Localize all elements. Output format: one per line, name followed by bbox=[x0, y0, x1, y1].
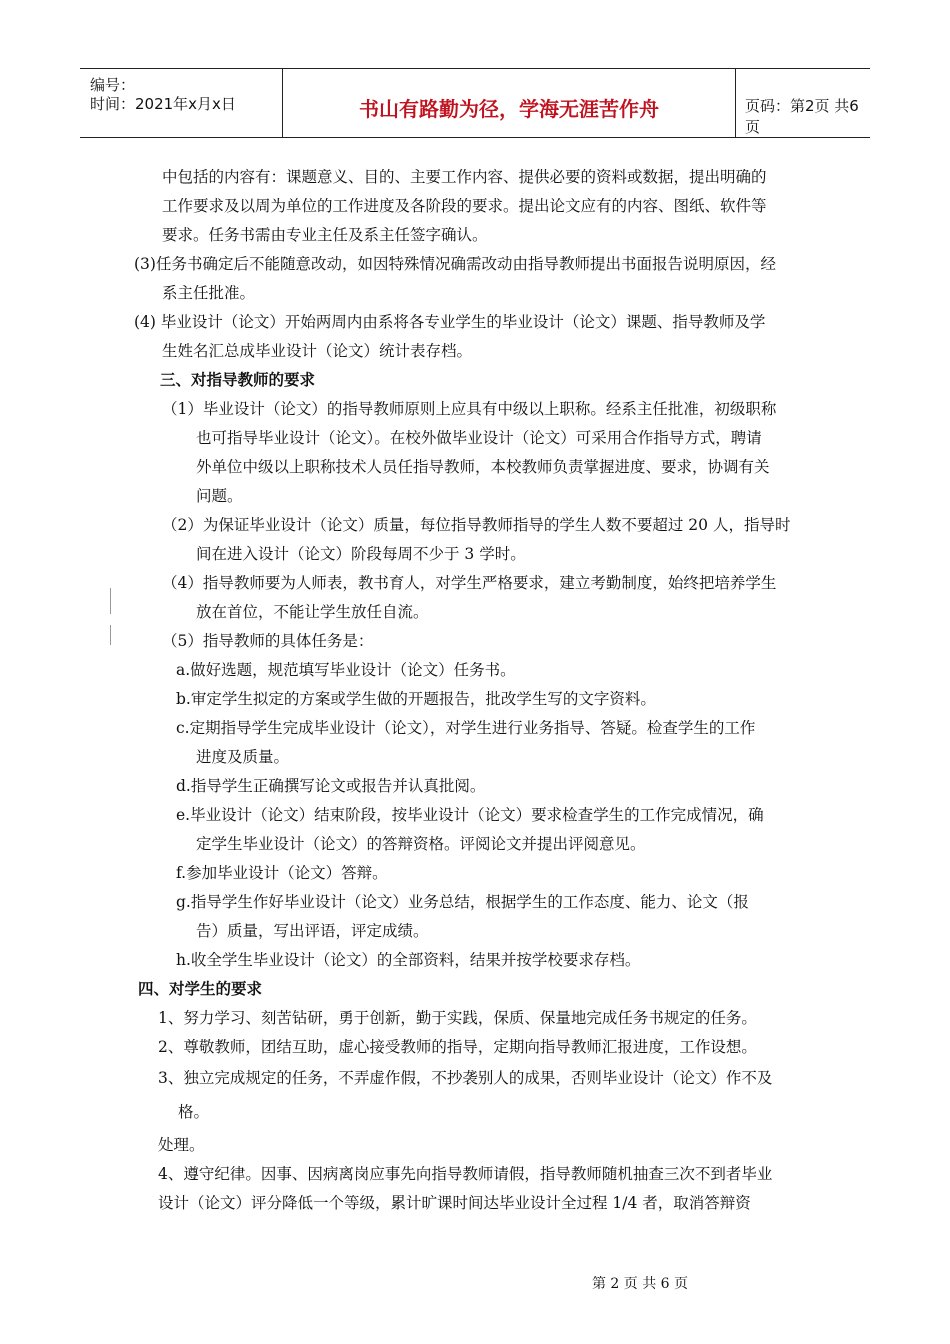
section-heading: 三、对指导教师的要求 bbox=[160, 371, 316, 389]
text-line: 间在进入设计（论文）阶段每周不少于 3 学时。 bbox=[196, 545, 526, 563]
text-line: 1、努力学习、刻苦钻研，勇于创新，勤于实践，保质、保量地完成任务书规定的任务。 bbox=[158, 1009, 757, 1027]
text-line: 2、尊敬教师，团结互助，虚心接受教师的指导，定期向指导教师汇报进度，工作设想。 bbox=[158, 1038, 757, 1056]
text-line: （1）毕业设计（论文）的指导教师原则上应具有中级以上职称。经系主任批准，初级职称 bbox=[162, 400, 777, 418]
text-line: 也可指导毕业设计（论文）。在校外做毕业设计（论文）可采用合作指导方式，聘请 bbox=[196, 429, 762, 447]
page-footer: 第 2 页 共 6 页 bbox=[591, 1276, 689, 1292]
text-line: 4、遵守纪律。因事、因病离岗应事先向指导教师请假，指导教师随机抽查三次不到者毕业 bbox=[158, 1165, 773, 1183]
list-item: c.定期指导学生完成毕业设计（论文），对学生进行业务指导、答疑。检查学生的工作 bbox=[176, 719, 756, 737]
list-item-cont: 定学生毕业设计（论文）的答辩资格。评阅论文并提出评阅意见。 bbox=[196, 835, 646, 853]
text-line: 设计（论文）评分降低一个等级，累计旷课时间达毕业设计全过程 1/4 者，取消答辩资 bbox=[158, 1194, 751, 1212]
text-line: 问题。 bbox=[196, 487, 243, 505]
text-line: 3、独立完成规定的任务，不弄虚作假，不抄袭别人的成果，否则毕业设计（论文）作不及 bbox=[158, 1069, 773, 1087]
header-meta-cell bbox=[80, 69, 282, 137]
text-line: （4）指导教师要为人师表，教书育人，对学生严格要求，建立考勤制度，始终把培养学生 bbox=[162, 574, 777, 592]
list-item-cont: 进度及质量。 bbox=[196, 748, 290, 766]
text-line: 生姓名汇总成毕业设计（论文）统计表存档。 bbox=[162, 342, 473, 360]
text-line: 工作要求及以周为单位的工作进度及各阶段的要求。提出论文应有的内容、图纸、软件等 bbox=[162, 197, 767, 215]
list-item: b.审定学生拟定的方案或学生做的开题报告，批改学生写的文字资料。 bbox=[176, 690, 656, 708]
revision-mark bbox=[110, 625, 111, 645]
header-motto-cell bbox=[282, 69, 736, 137]
list-item: e.毕业设计（论文）结束阶段，按毕业设计（论文）要求检查学生的工作完成情况，确 bbox=[176, 806, 764, 824]
list-item-cont: 告）质量，写出评语，评定成绩。 bbox=[196, 922, 429, 940]
text-line: (3)任务书确定后不能随意改动，如因特殊情况确需改动由指导教师提出书面报告说明原因，经 bbox=[134, 255, 776, 273]
text-line: 格。 bbox=[178, 1103, 210, 1121]
text-line: 外单位中级以上职称技术人员任指导教师，本校教师负责掌握进度、要求，协调有关 bbox=[196, 458, 770, 476]
text-line: 中包括的内容有：课题意义、目的、主要工作内容、提供必要的资料或数据，提出明确的 bbox=[162, 168, 767, 186]
text-line: (4) 毕业设计（论文）开始两周内由系将各专业学生的毕业设计（论文）课题、指导教师及学 bbox=[134, 313, 766, 331]
revision-mark bbox=[110, 588, 111, 614]
list-item: a.做好选题，规范填写毕业设计（论文）任务书。 bbox=[176, 661, 516, 679]
page-label: 页码：第2页 共6页 bbox=[745, 97, 859, 136]
text-line: （5）指导教师的具体任务是： bbox=[162, 632, 374, 650]
list-item: d.指导学生正确撰写论文或报告并认真批阅。 bbox=[176, 777, 486, 795]
section-heading: 四、对学生的要求 bbox=[138, 980, 263, 998]
text-line: 放在首位，不能让学生放任自流。 bbox=[196, 603, 429, 621]
date-label: 时间：2021年x月x日 bbox=[90, 95, 236, 113]
text-line: 系主任批准。 bbox=[162, 284, 256, 302]
text-line: （2）为保证毕业设计（论文）质量，每位指导教师指导的学生人数不要超过 20 人，指导时 bbox=[162, 516, 791, 534]
header-table bbox=[80, 68, 870, 138]
text-line: 处理。 bbox=[158, 1136, 205, 1154]
list-item: g.指导学生作好毕业设计（论文）业务总结，根据学生的工作态度、能力、论文（报 bbox=[176, 893, 749, 911]
list-item: h.收全学生毕业设计（论文）的全部资料，结果并按学校要求存档。 bbox=[176, 951, 641, 969]
list-item: f.参加毕业设计（论文）答辩。 bbox=[176, 864, 388, 882]
motto: 书山有路勤为径，学海无涯苦作舟 bbox=[359, 97, 659, 121]
header-page-cell bbox=[735, 69, 870, 137]
text-line: 要求。任务书需由专业主任及系主任签字确认。 bbox=[162, 226, 488, 244]
serial-label: 编号： bbox=[90, 76, 136, 94]
